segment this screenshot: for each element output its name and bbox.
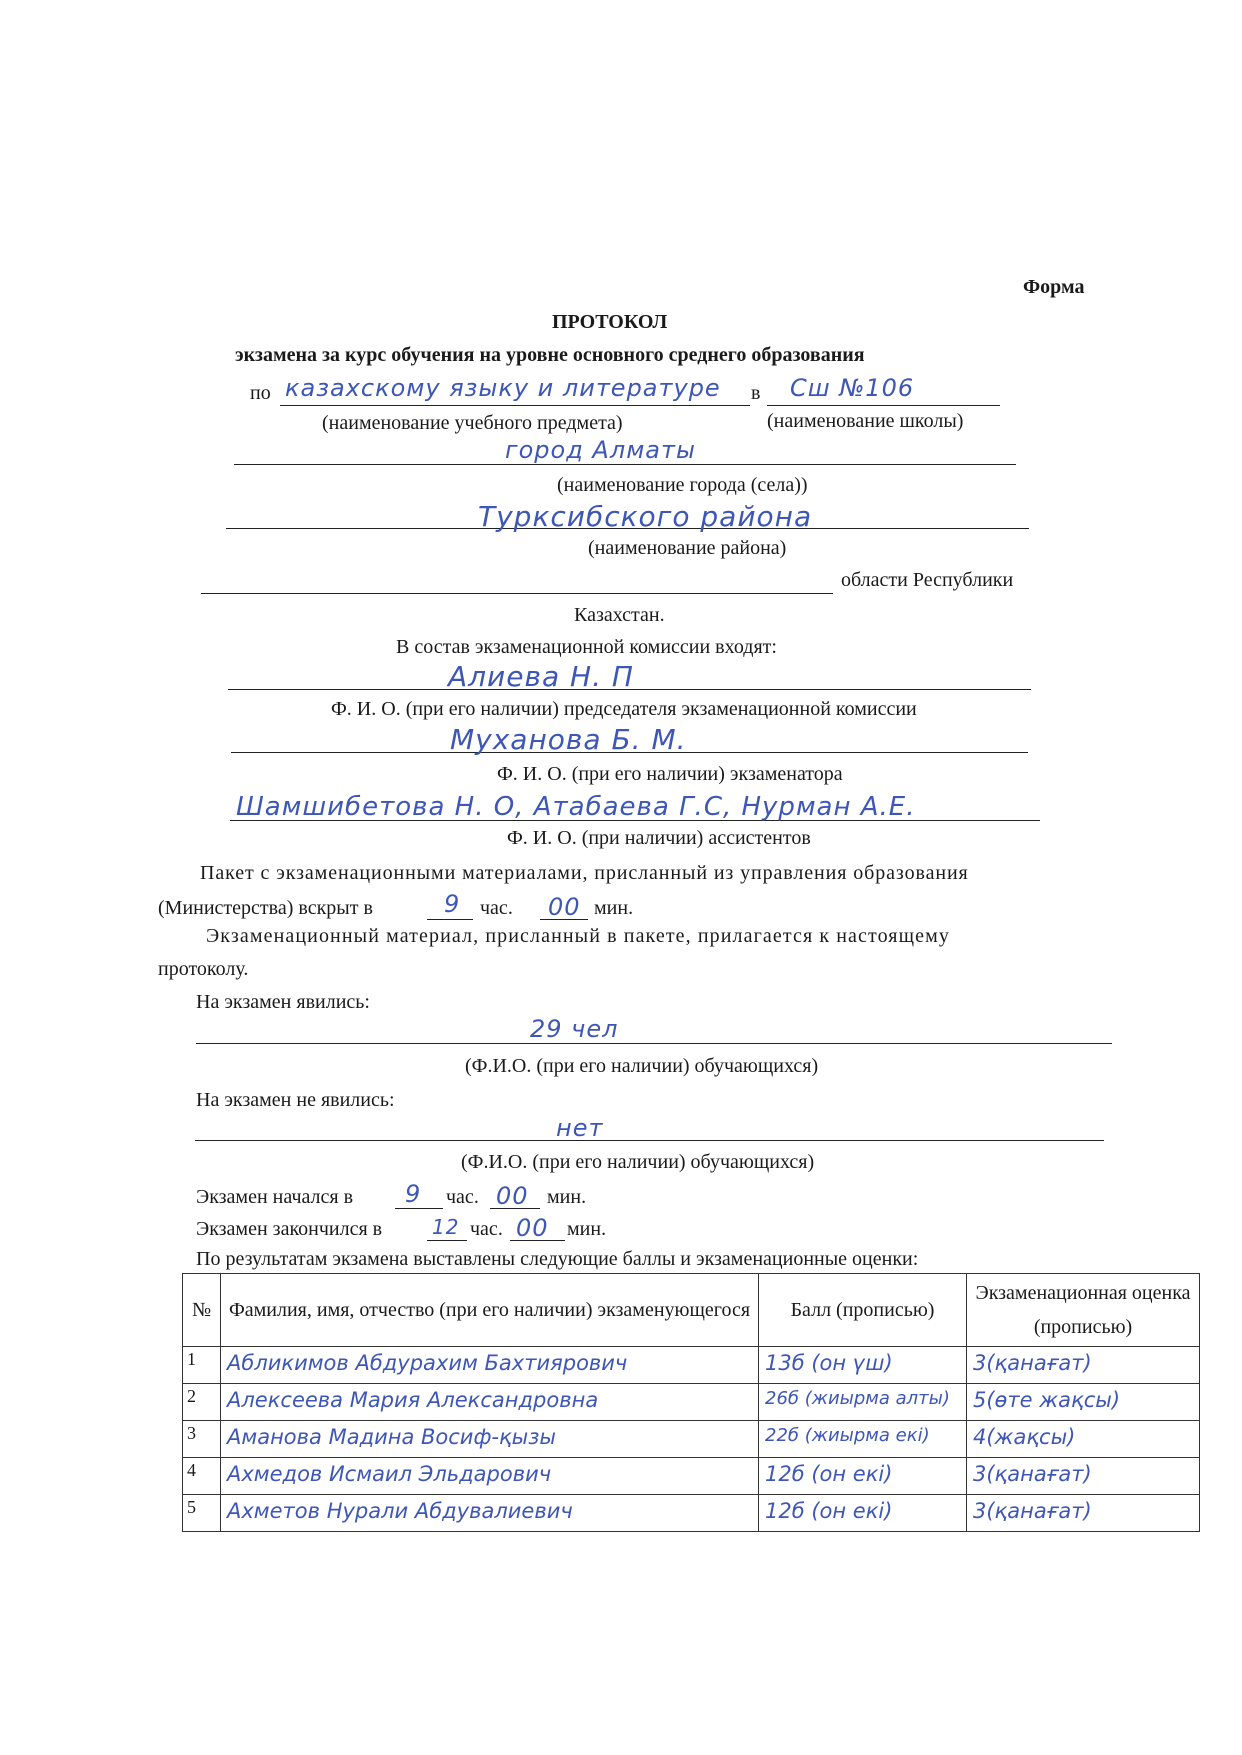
row-name: Ахметов Нурали Абдувалиевич bbox=[227, 1499, 573, 1523]
end-hour-underline bbox=[427, 1240, 467, 1241]
package-hour-label: час. bbox=[480, 897, 513, 919]
header-name: Фамилия, имя, отчество (при его наличии) экзаменующегося bbox=[221, 1274, 759, 1347]
row-score: 12б (он екі) bbox=[765, 1499, 893, 1523]
row-score: 22б (жиырма екі) bbox=[765, 1425, 930, 1446]
table-row bbox=[183, 1458, 1200, 1495]
end-hour-label: час. bbox=[470, 1218, 503, 1240]
district-caption: (наименование района) bbox=[588, 537, 787, 559]
start-min-label: мин. bbox=[547, 1186, 587, 1208]
row-name: Алексеева Мария Александровна bbox=[227, 1388, 599, 1412]
end-prefix: Экзамен закончился в bbox=[196, 1218, 383, 1240]
assistants-value: Шамшибетова Н. О, Атабаева Г.С, Нурман А.Е. bbox=[236, 792, 916, 822]
row-score: 12б (он екі) bbox=[765, 1462, 893, 1486]
v-label: в bbox=[751, 382, 761, 404]
assistants-caption: Ф. И. О. (при наличии) ассистентов bbox=[507, 827, 811, 849]
package-hour-value: 9 bbox=[444, 890, 461, 918]
school-underline bbox=[767, 405, 1000, 406]
material-line2: протоколу. bbox=[158, 958, 249, 980]
row-name: Ахмедов Исмаил Эльдарович bbox=[227, 1462, 552, 1486]
po-label: по bbox=[250, 382, 271, 404]
country-text: Казахстан. bbox=[574, 604, 665, 626]
row-num: 3 bbox=[187, 1423, 196, 1443]
page-subtitle: экзамена за курс обучения на уровне основного среднего образования bbox=[235, 344, 865, 366]
package-line1: Пакет с экзаменационными материалами, присланный из управления образования bbox=[200, 862, 969, 884]
row-name: Аманова Мадина Восиф-қызы bbox=[227, 1425, 556, 1449]
row-grade: 3(қанағат) bbox=[973, 1499, 1092, 1523]
table-row bbox=[183, 1495, 1200, 1532]
school-caption: (наименование школы) bbox=[767, 410, 964, 432]
start-hour-label: час. bbox=[446, 1186, 479, 1208]
row-grade: 4(жақсы) bbox=[973, 1425, 1076, 1449]
city-caption: (наименование города (села)) bbox=[557, 474, 808, 496]
present-underline bbox=[196, 1043, 1112, 1044]
absent-value: нет bbox=[556, 1114, 604, 1142]
examiner-caption: Ф. И. О. (при его наличии) экзаменатора bbox=[497, 763, 843, 785]
school-value: Сш №106 bbox=[790, 374, 915, 402]
row-score: 13б (он үш) bbox=[765, 1351, 893, 1375]
row-num: 5 bbox=[187, 1497, 196, 1517]
district-value: Турксибского района bbox=[478, 500, 813, 533]
package-hour-underline bbox=[427, 919, 473, 920]
chairman-value: Алиева Н. П bbox=[448, 660, 634, 693]
table-row bbox=[183, 1347, 1200, 1384]
absent-underline bbox=[195, 1140, 1104, 1141]
chairman-caption: Ф. И. О. (при его наличии) председателя экзаменационной комиссии bbox=[331, 698, 917, 720]
row-num: 4 bbox=[187, 1460, 196, 1480]
start-min-value: 00 bbox=[496, 1182, 529, 1210]
start-hour-underline bbox=[395, 1208, 443, 1209]
results-table bbox=[182, 1273, 1200, 1532]
row-num: 2 bbox=[187, 1386, 196, 1406]
package-line2-prefix: (Министерства) вскрыт в bbox=[158, 897, 373, 919]
row-grade: 3(қанағат) bbox=[973, 1462, 1092, 1486]
row-num: 1 bbox=[187, 1349, 196, 1369]
header-num: № bbox=[183, 1274, 221, 1347]
package-min-value: 00 bbox=[548, 893, 581, 921]
header-grade: Экзаменационная оценка (прописью) bbox=[967, 1274, 1200, 1347]
subject-value: казахскому языку и литературе bbox=[285, 374, 721, 402]
city-underline bbox=[234, 464, 1016, 465]
row-score: 26б (жиырма алты) bbox=[765, 1388, 950, 1409]
city-value: город Алматы bbox=[505, 436, 696, 464]
end-hour-value: 12 bbox=[432, 1215, 460, 1239]
absent-label: На экзамен не явились: bbox=[196, 1089, 395, 1111]
page-title: ПРОТОКОЛ bbox=[552, 311, 668, 333]
table-row bbox=[183, 1421, 1200, 1458]
start-hour-value: 9 bbox=[405, 1180, 422, 1208]
present-caption: (Ф.И.О. (при его наличии) обучающихся) bbox=[465, 1055, 819, 1077]
form-label: Форма bbox=[1023, 276, 1085, 298]
table-row bbox=[183, 1384, 1200, 1421]
commission-intro: В состав экзаменационной комиссии входят: bbox=[396, 636, 777, 658]
row-name: Абликимов Абдурахим Бахтиярович bbox=[227, 1351, 628, 1375]
header-score: Балл (прописью) bbox=[759, 1274, 967, 1347]
absent-caption: (Ф.И.О. (при его наличии) обучающихся) bbox=[461, 1151, 815, 1173]
end-min-value: 00 bbox=[516, 1214, 549, 1242]
present-value: 29 чел bbox=[530, 1015, 619, 1043]
subject-underline bbox=[280, 405, 750, 406]
region-underline bbox=[201, 593, 833, 594]
row-grade: 3(қанағат) bbox=[973, 1351, 1092, 1375]
subject-caption: (наименование учебного предмета) bbox=[322, 412, 623, 434]
start-prefix: Экзамен начался в bbox=[196, 1186, 354, 1208]
examiner-value: Муханова Б. М. bbox=[450, 723, 687, 756]
region-suffix: области Республики bbox=[841, 569, 1014, 591]
material-line1: Экзаменационный материал, присланный в пакете, прилагается к настоящему bbox=[206, 925, 950, 947]
row-grade: 5(өте жақсы) bbox=[973, 1388, 1121, 1412]
package-min-label: мин. bbox=[594, 897, 634, 919]
results-intro: По результатам экзамена выставлены следующие баллы и экзаменационные оценки: bbox=[196, 1248, 919, 1270]
end-min-label: мин. bbox=[567, 1218, 607, 1240]
table-header-row bbox=[183, 1274, 1200, 1347]
present-label: На экзамен явились: bbox=[196, 991, 370, 1013]
